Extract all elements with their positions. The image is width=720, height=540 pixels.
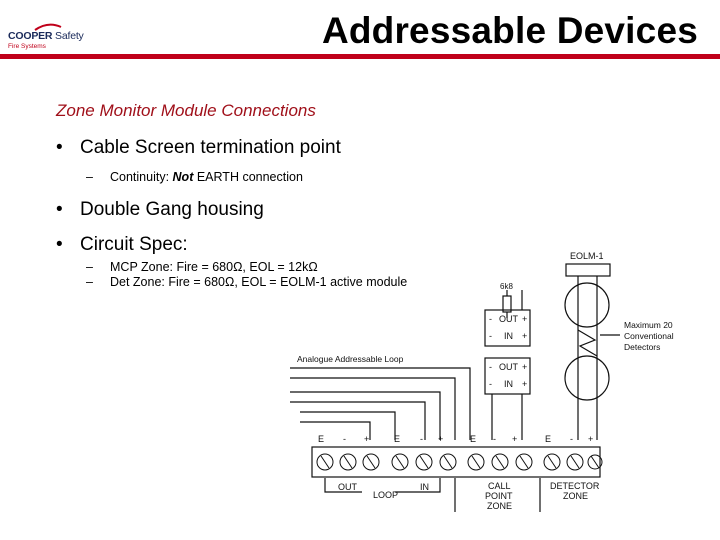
terminal-label: -	[343, 434, 346, 444]
terminal-label: +	[364, 434, 370, 444]
detectors-note-line3: Detectors	[624, 342, 661, 352]
terminal-label: E	[470, 434, 477, 444]
terminal-label: -	[420, 434, 423, 444]
detector-zone-label-1: DETECTOR	[550, 481, 600, 491]
terminal-label: E	[318, 434, 325, 444]
mcp-lower-plus: +	[522, 362, 528, 372]
sub-text: MCP Zone: Fire = 680Ω, EOL = 12kΩ	[110, 260, 318, 274]
call-point-label-3: ZONE	[487, 501, 513, 511]
logo-brand: COOPER	[8, 30, 53, 42]
terminal-label: +	[438, 434, 444, 444]
logo-brand-secondary: Safety	[55, 30, 84, 42]
terminal-label: +	[588, 434, 594, 444]
mcp-upper-out: OUT	[499, 314, 518, 324]
sub-dash: –	[86, 170, 93, 184]
eolm-box	[566, 264, 610, 276]
bullet-text: Double Gang housing	[80, 199, 264, 220]
bullet-dot: •	[56, 199, 63, 220]
terminal-label: -	[570, 434, 573, 444]
sub-text-emphasis: Not	[172, 170, 194, 184]
bullet-dot: •	[56, 234, 63, 255]
sub-text-suffix: EARTH connection	[193, 170, 303, 184]
bottom-out-label: OUT	[338, 482, 357, 492]
sub-text: Det Zone: Fire = 680Ω, EOL = EOLM-1 active module	[110, 275, 408, 289]
section-subtitle: Zone Monitor Module Connections	[56, 101, 316, 120]
detector-lower-icon	[565, 356, 609, 400]
eolm-label: EOLM-1	[570, 251, 604, 261]
sub-dash: –	[86, 275, 93, 289]
bullet-dot: •	[56, 137, 63, 158]
detector-zone-label-2: ZONE	[563, 491, 589, 501]
mcp-upper-minus-in: -	[489, 331, 492, 341]
loop-label: Analogue Addressable Loop	[297, 354, 404, 364]
terminal-label: -	[493, 434, 496, 444]
call-point-label-1: CALL	[488, 481, 511, 491]
mcp-lower-plus-in: +	[522, 379, 528, 389]
detector-upper-icon	[565, 283, 609, 327]
page-title: Addressable Devices	[321, 10, 698, 51]
detectors-note-line2: Conventional	[624, 331, 674, 341]
terminal-label: +	[512, 434, 518, 444]
resistor-label: 6k8	[500, 282, 513, 291]
bottom-loop-label: LOOP	[373, 490, 399, 500]
mcp-lower-minus-in: -	[489, 379, 492, 389]
bullet-text: Circuit Spec:	[80, 234, 188, 255]
mcp-lower-in: IN	[504, 379, 513, 389]
terminal-label: E	[545, 434, 552, 444]
mcp-upper-in: IN	[504, 331, 513, 341]
sub-text-prefix: Continuity:	[110, 170, 173, 184]
detectors-note-line1: Maximum 20	[624, 320, 673, 330]
mcp-lower-out: OUT	[499, 362, 518, 372]
mcp-upper-plus: +	[522, 314, 528, 324]
bottom-in-label: IN	[420, 482, 429, 492]
bullet-text: Cable Screen termination point	[80, 137, 341, 158]
logo-division: Fire Systems	[8, 43, 46, 50]
mcp-upper-plus-in: +	[522, 331, 528, 341]
mcp-upper-minus: -	[489, 314, 492, 324]
call-point-label-2: POINT	[485, 491, 513, 501]
mcp-lower-minus: -	[489, 362, 492, 372]
terminal-label: E	[394, 434, 401, 444]
sub-dash: –	[86, 260, 93, 274]
terminal-screws	[317, 454, 602, 470]
